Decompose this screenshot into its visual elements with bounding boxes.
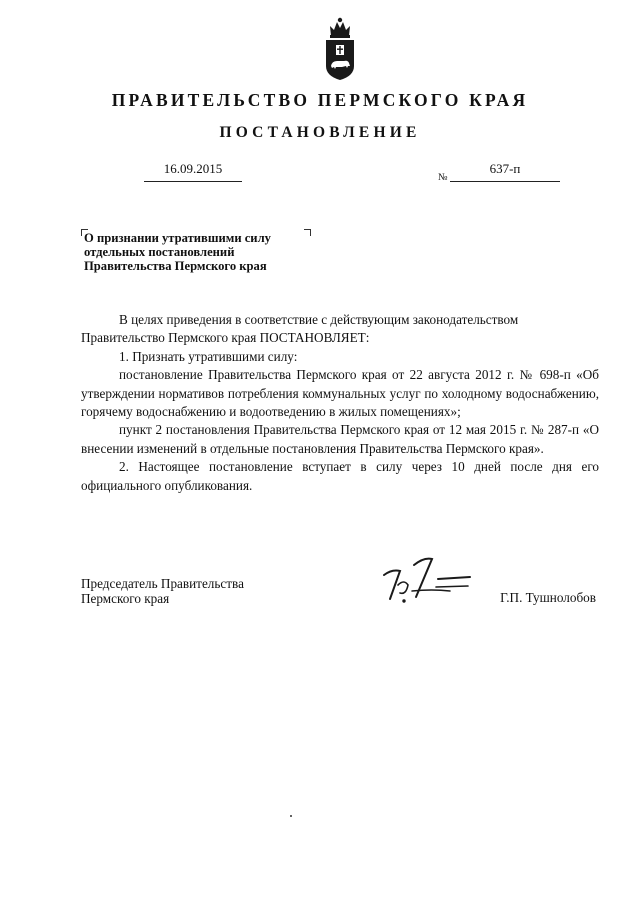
body-paragraph: пункт 2 постановления Правительства Пермского края от 12 мая 2015 г. № 287-п «О внесении изменений в отдельные постановления Правительства Пермского края». (81, 422, 599, 456)
signer-position-line: Пермского края (81, 591, 170, 606)
body-paragraph: 1. Признать утратившими силу: (119, 348, 298, 364)
body-paragraph: 2. Настоящее постановление вступает в силу через 10 дней после дня его официального опубликования. (81, 459, 599, 493)
document-subject (84, 231, 324, 273)
number-underline (450, 181, 560, 182)
scan-speck (290, 815, 292, 817)
signature-icon (380, 551, 476, 605)
subject-line: отдельных постановлений (84, 245, 235, 259)
body-paragraph: постановление Правительства Пермского края от 22 августа 2012 г. № 698-п «Об утверждении нормативов потребления коммунальных услуг по холодному водоснабжению, горячему водоснабжению и водоотведению в жилых помещениях»; (81, 367, 599, 420)
document-number: 637-п (489, 161, 521, 176)
document-type: ПОСТАНОВЛЕНИЕ (219, 124, 421, 141)
signer-name: Г.П. Тушнолобов (500, 590, 596, 605)
document-body (81, 311, 599, 495)
subject-line: Правительства Пермского края (84, 259, 267, 273)
body-paragraph: В целях приведения в соответствие с действующим законодательством Правительство Пермского края ПОСТАНОВЛЯЕТ: (81, 312, 519, 346)
date-underline (144, 181, 242, 182)
number-label: № (438, 172, 448, 183)
signer-position (81, 576, 244, 606)
subject-line: О признании утратившими силу (84, 231, 271, 245)
coat-of-arms-icon (322, 16, 358, 82)
government-title: ПРАВИТЕЛЬСТВО ПЕРМСКОГО КРАЯ (111, 90, 529, 110)
document-date: 16.09.2015 (163, 161, 223, 176)
signer-position-line: Председатель Правительства (81, 576, 244, 591)
